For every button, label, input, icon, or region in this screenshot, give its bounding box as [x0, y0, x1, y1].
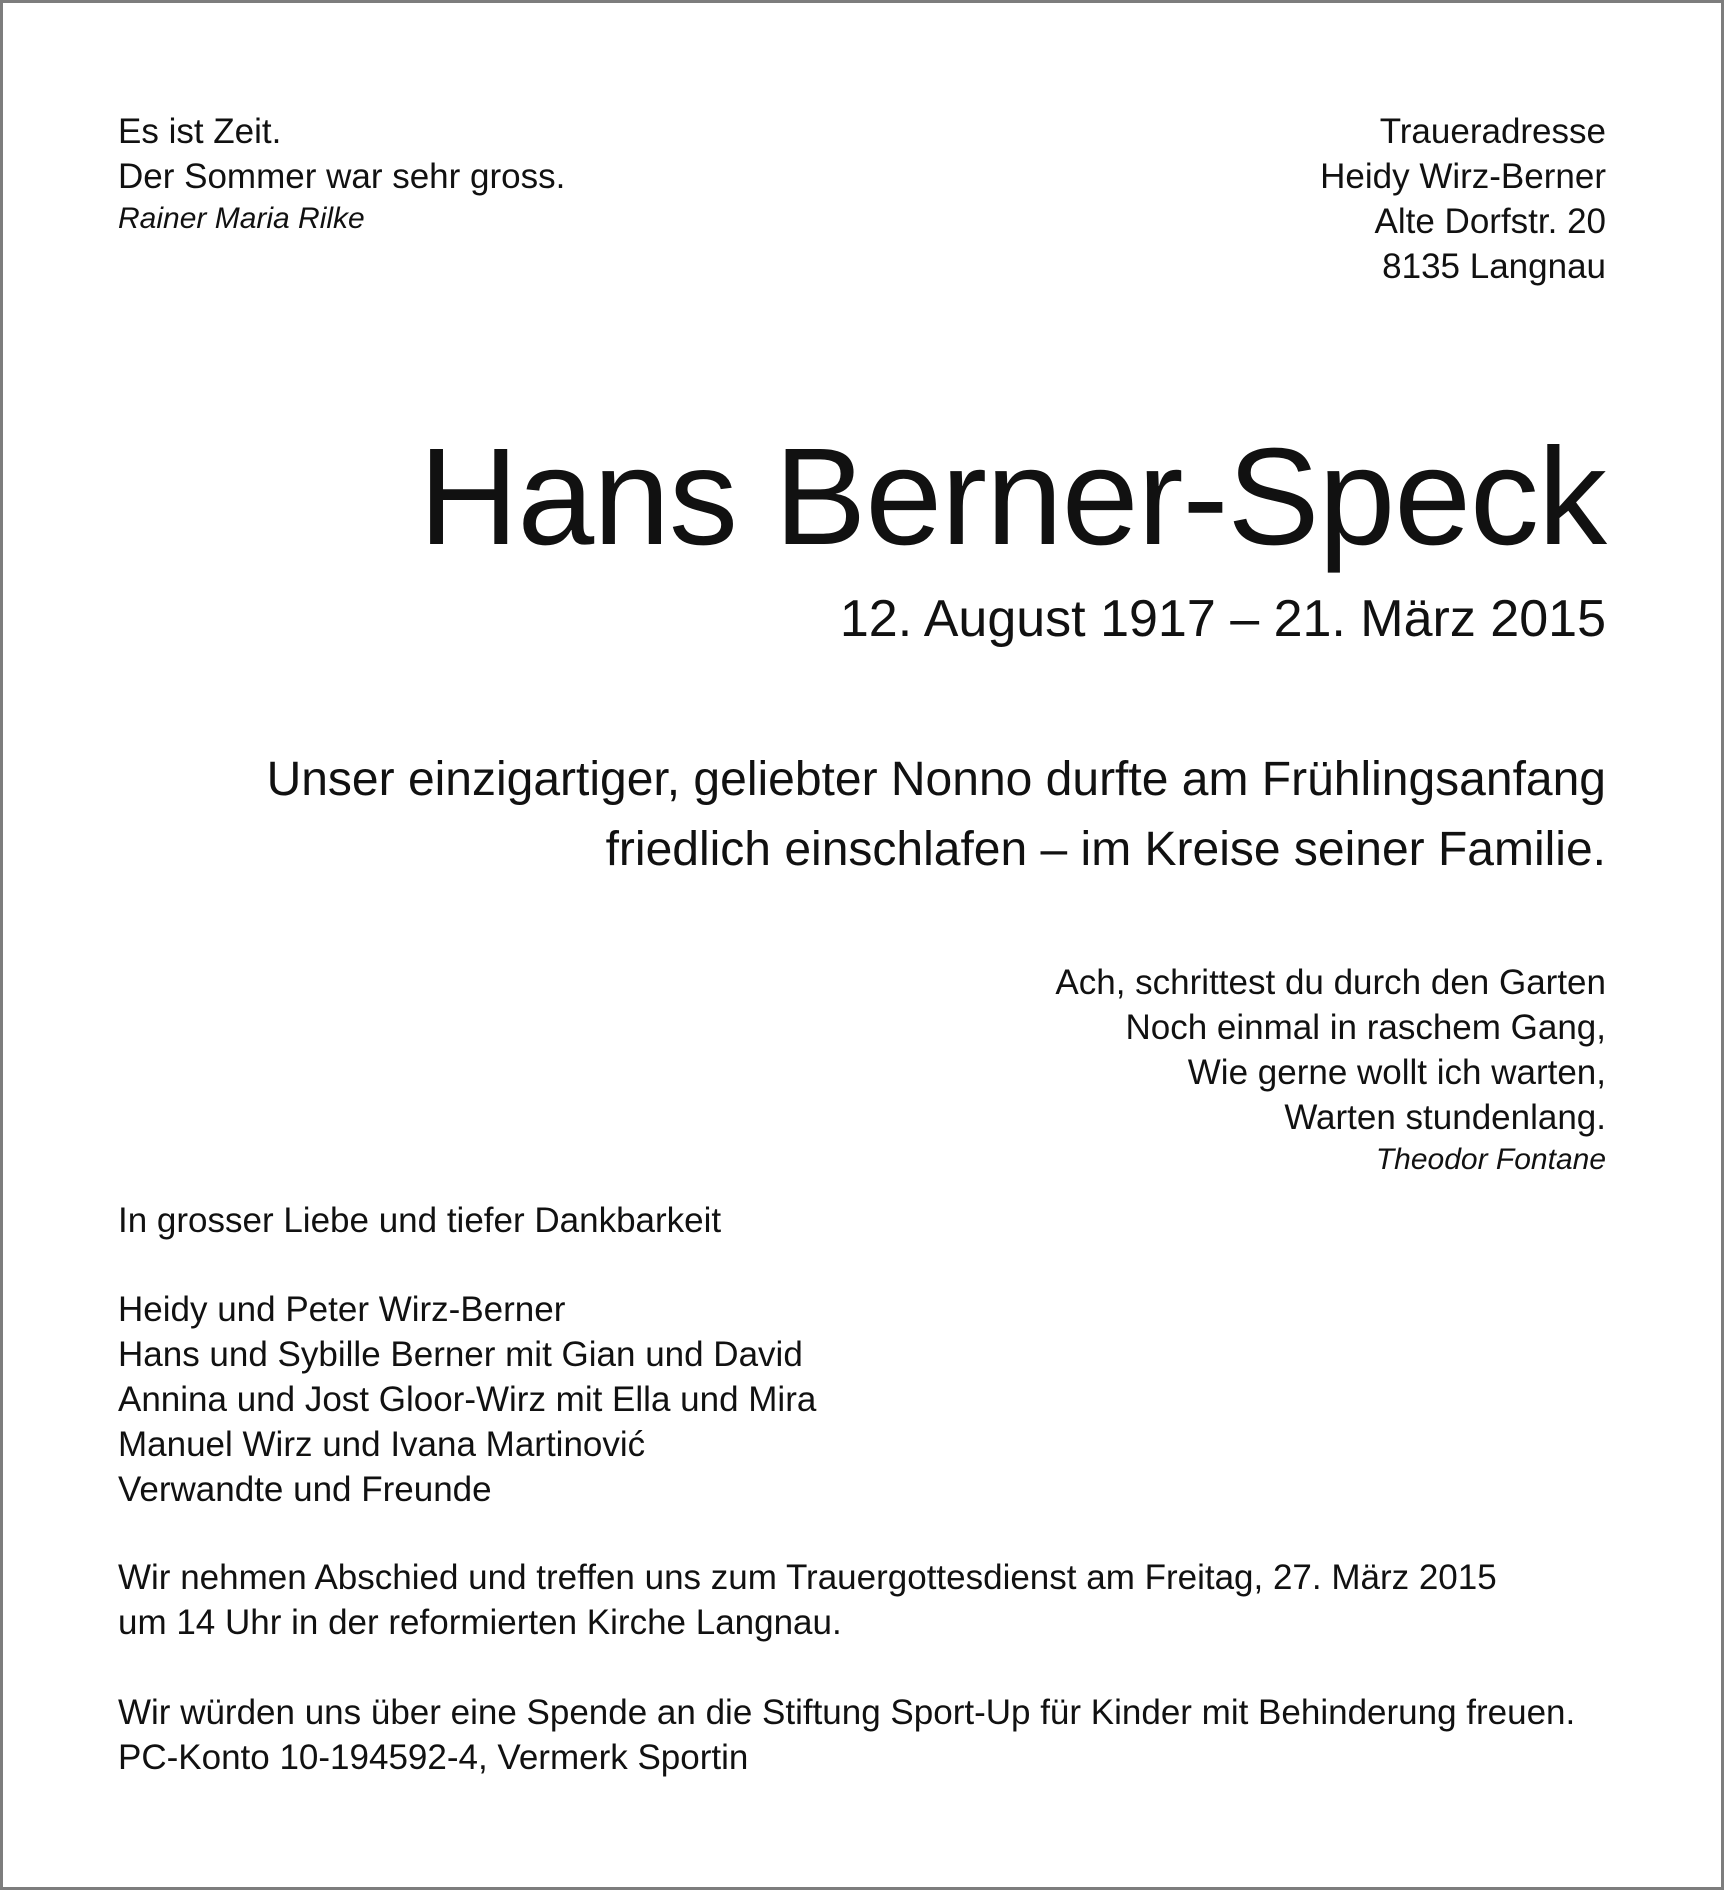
address-city: 8135 Langnau [1382, 247, 1606, 286]
dedication: In grosser Liebe und tiefer Dankbarkeit [118, 1201, 722, 1240]
address-name: Heidy Wirz-Berner [1320, 157, 1606, 196]
family-member-1: Heidy und Peter Wirz-Berner [118, 1290, 566, 1329]
family-member-3: Annina und Jost Gloor-Wirz mit Ella und Mira [118, 1380, 817, 1419]
family-member-2: Hans und Sybille Berner mit Gian und David [118, 1335, 803, 1374]
family-list [118, 1287, 816, 1512]
family-member-5: Verwandte und Freunde [118, 1470, 492, 1509]
poem-author: Theodor Fontane [1375, 1143, 1606, 1176]
donation-line-2: PC-Konto 10-194592-4, Vermerk Sportin [118, 1738, 749, 1777]
poem-line-1: Ach, schrittest du durch den Garten [1055, 963, 1606, 1002]
quote-author: Rainer Maria Rilke [118, 202, 365, 235]
message-line-2: friedlich einschlafen – im Kreise seiner Familie. [605, 823, 1606, 876]
funeral-service-info [118, 1555, 1497, 1645]
message-line-1: Unser einzigartiger, geliebter Nonno durfte am Frühlingsanfang [266, 753, 1606, 806]
address-label: Traueradresse [1379, 112, 1606, 151]
life-dates: 12. August 1917 – 21. März 2015 [839, 590, 1606, 648]
announcement-message [267, 745, 1606, 885]
donation-line-1: Wir würden uns über eine Spende an die Stiftung Sport-Up für Kinder mit Behinderung freuen. [118, 1693, 1576, 1732]
quote-line-2: Der Sommer war sehr gross. [118, 157, 566, 196]
poem-line-2: Noch einmal in raschem Gang, [1125, 1008, 1606, 1047]
opening-quote [118, 109, 565, 239]
family-member-4: Manuel Wirz und Ivana Martinović [118, 1425, 646, 1464]
address-street: Alte Dorfstr. 20 [1374, 202, 1606, 241]
service-line-1: Wir nehmen Abschied und treffen uns zum Trauergottesdienst am Freitag, 27. März 2015 [118, 1558, 1497, 1597]
poem [1055, 960, 1606, 1180]
mourning-address [1320, 109, 1606, 289]
deceased-name: Hans Berner-Speck [418, 420, 1606, 574]
service-line-2: um 14 Uhr in der reformierten Kirche Langnau. [118, 1603, 842, 1642]
donation-info [118, 1690, 1575, 1780]
poem-line-3: Wie gerne wollt ich warten, [1187, 1053, 1606, 1092]
quote-line-1: Es ist Zeit. [118, 112, 282, 151]
poem-line-4: Warten stundenlang. [1284, 1098, 1606, 1137]
